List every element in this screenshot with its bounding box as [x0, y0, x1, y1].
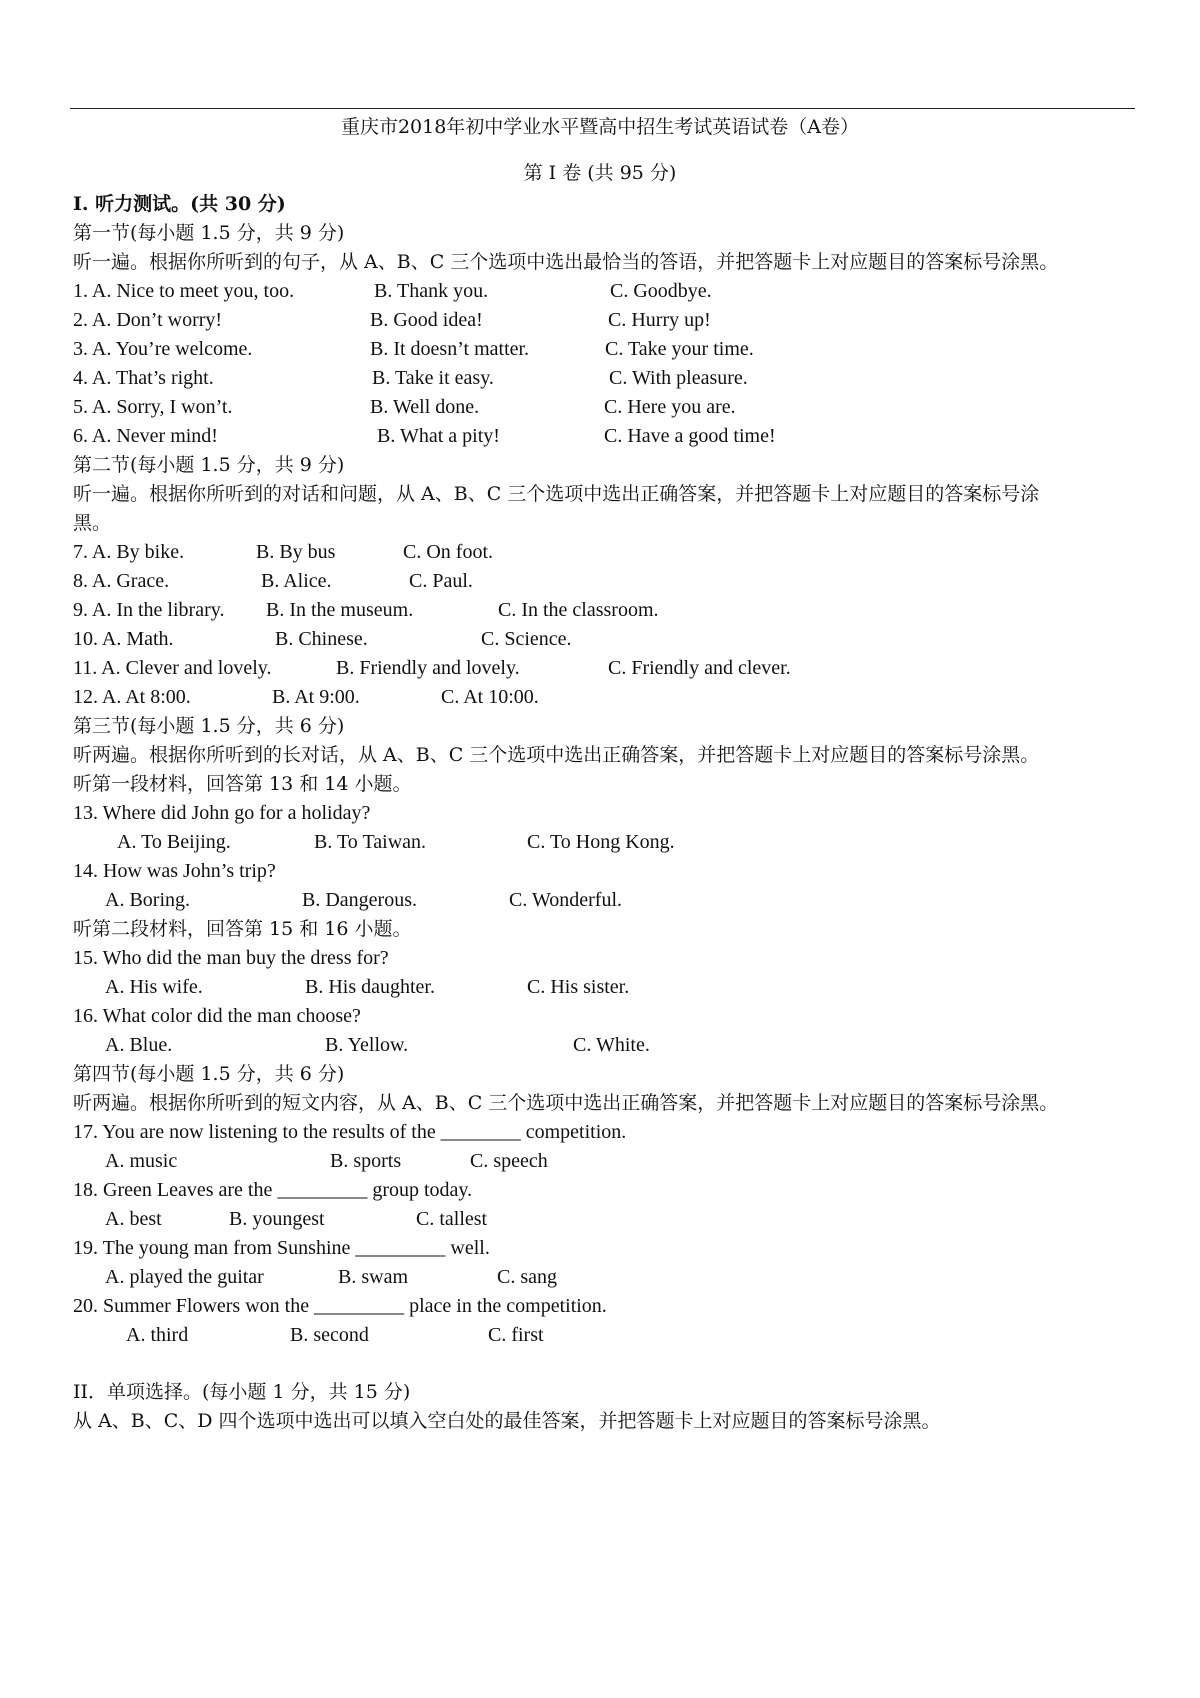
option-c: C. Wonderful. — [509, 889, 623, 911]
section-2-instruction: 从 A、B、C、D 四个选项中选出可以填入空白处的最佳答案，并把答题卡上对应题目的答案标号涂黑。 — [73, 1410, 941, 1432]
option-a: A. Boring. — [105, 889, 190, 911]
question-stem: 15. Who did the man buy the dress for? — [73, 947, 389, 969]
option-a: A. played the guitar — [105, 1266, 264, 1288]
question-stem: 16. What color did the man choose? — [73, 1005, 361, 1027]
option-c: C. In the classroom. — [498, 599, 659, 621]
option-c: C. With pleasure. — [609, 367, 748, 389]
option-c: C. Paul. — [409, 570, 473, 592]
option-c: C. speech — [470, 1150, 548, 1172]
option-a: A. To Beijing. — [117, 831, 231, 853]
option-c: C. Take your time. — [605, 338, 754, 360]
option-c: C. Hurry up! — [608, 309, 711, 331]
option-b: B. swam — [338, 1266, 408, 1288]
option-b: B. Dangerous. — [302, 889, 417, 911]
option-c: C. sang — [497, 1266, 557, 1288]
option-a: A. third — [126, 1324, 189, 1346]
top-rule — [70, 108, 1135, 109]
section-2-title: II．单项选择。(每小题 1 分，共 15 分) — [73, 1381, 411, 1403]
option-a: 1. A. Nice to meet you, too. — [73, 280, 295, 302]
option-c: C. White. — [573, 1034, 650, 1056]
option-b: B. To Taiwan. — [314, 831, 427, 853]
option-b: B. Friendly and lovely. — [336, 657, 520, 679]
option-b: B. youngest — [229, 1208, 325, 1230]
part-4-header: 第四节(每小题 1.5 分，共 6 分) — [73, 1063, 345, 1085]
option-b: B. At 9:00. — [272, 686, 360, 708]
option-a: A. best — [105, 1208, 162, 1230]
option-b: B. Good idea! — [370, 309, 483, 331]
part-3-instruction: 听两遍。根据你所听到的长对话，从 A、B、C 三个选项中选出正确答案，并把答题卡上对应题目的答案标号涂黑。 — [73, 744, 1040, 766]
question-stem: 19. The young man from Sunshine _________ well. — [73, 1237, 490, 1259]
option-b: B. It doesn’t matter. — [370, 338, 530, 360]
option-b: B. Take it easy. — [372, 367, 494, 389]
option-c: C. Goodbye. — [610, 280, 712, 302]
option-a: A. His wife. — [105, 976, 203, 998]
option-c: C. Science. — [481, 628, 572, 650]
section-1-title: I. 听力测试。(共 30 分) — [73, 193, 286, 215]
option-a: 4. A. That’s right. — [73, 367, 214, 389]
option-c: C. tallest — [416, 1208, 488, 1230]
option-c: C. On foot. — [403, 541, 493, 563]
option-b: B. second — [290, 1324, 369, 1346]
option-c: C. To Hong Kong. — [527, 831, 675, 853]
option-b: B. Well done. — [370, 396, 480, 418]
option-b: B. Yellow. — [325, 1034, 409, 1056]
option-c: C. first — [488, 1324, 544, 1346]
option-c: C. His sister. — [527, 976, 630, 998]
question-stem: 17. You are now listening to the results of the ________ competition. — [73, 1121, 627, 1143]
paper-heading: 第 I 卷 (共 95 分) — [523, 162, 677, 184]
question-stem: 14. How was John’s trip? — [73, 860, 276, 882]
option-a: 11. A. Clever and lovely. — [73, 657, 272, 679]
part-2-header: 第二节(每小题 1.5 分，共 9 分) — [73, 454, 345, 476]
option-b: B. Alice. — [261, 570, 332, 592]
option-b: B. In the museum. — [266, 599, 414, 621]
option-b: B. His daughter. — [305, 976, 435, 998]
part-2-instruction-cont: 黑。 — [73, 512, 112, 534]
part-1-instruction: 听一遍。根据你所听到的句子，从 A、B、C 三个选项中选出最恰当的答语，并把答题卡上对应题目的答案标号涂黑。 — [73, 251, 1059, 273]
question-stem: 13. Where did John go for a holiday? — [73, 802, 371, 824]
part-2-instruction: 听一遍。根据你所听到的对话和问题，从 A、B、C 三个选项中选出正确答案，并把答题卡上对应题目的答案标号涂 — [73, 483, 1040, 505]
option-c: C. At 10:00. — [441, 686, 539, 708]
option-a: 9. A. In the library. — [73, 599, 225, 621]
option-a: A. Blue. — [105, 1034, 173, 1056]
option-a: 7. A. By bike. — [73, 541, 185, 563]
material-2-note: 听第二段材料，回答第 15 和 16 小题。 — [73, 918, 412, 940]
part-1-header: 第一节(每小题 1.5 分，共 9 分) — [73, 222, 345, 244]
exam-title: 重庆市2018年初中学业水平暨高中招生考试英语试卷（A卷） — [340, 116, 860, 138]
option-b: B. Chinese. — [275, 628, 368, 650]
option-a: 10. A. Math. — [73, 628, 174, 650]
option-a: 5. A. Sorry, I won’t. — [73, 396, 233, 418]
option-b: B. sports — [330, 1150, 402, 1172]
option-b: B. Thank you. — [374, 280, 489, 302]
question-stem: 18. Green Leaves are the _________ group today. — [73, 1179, 473, 1201]
part-4-instruction: 听两遍。根据你所听到的短文内容，从 A、B、C 三个选项中选出正确答案，并把答题卡上对应题目的答案标号涂黑。 — [73, 1092, 1059, 1114]
option-a: 2. A. Don’t worry! — [73, 309, 223, 331]
option-b: B. By bus — [256, 541, 336, 563]
part-3-header: 第三节(每小题 1.5 分，共 6 分) — [73, 715, 345, 737]
option-a: 8. A. Grace. — [73, 570, 170, 592]
option-a: 6. A. Never mind! — [73, 425, 218, 447]
option-a: 3. A. You’re welcome. — [73, 338, 253, 360]
material-1-note: 听第一段材料，回答第 13 和 14 小题。 — [73, 773, 412, 795]
option-b: B. What a pity! — [377, 425, 500, 447]
option-c: C. Here you are. — [604, 396, 736, 418]
option-c: C. Friendly and clever. — [608, 657, 791, 679]
option-a: A. music — [105, 1150, 178, 1172]
option-c: C. Have a good time! — [604, 425, 776, 447]
question-stem: 20. Summer Flowers won the _________ place in the competition. — [73, 1295, 607, 1317]
option-a: 12. A. At 8:00. — [73, 686, 191, 708]
